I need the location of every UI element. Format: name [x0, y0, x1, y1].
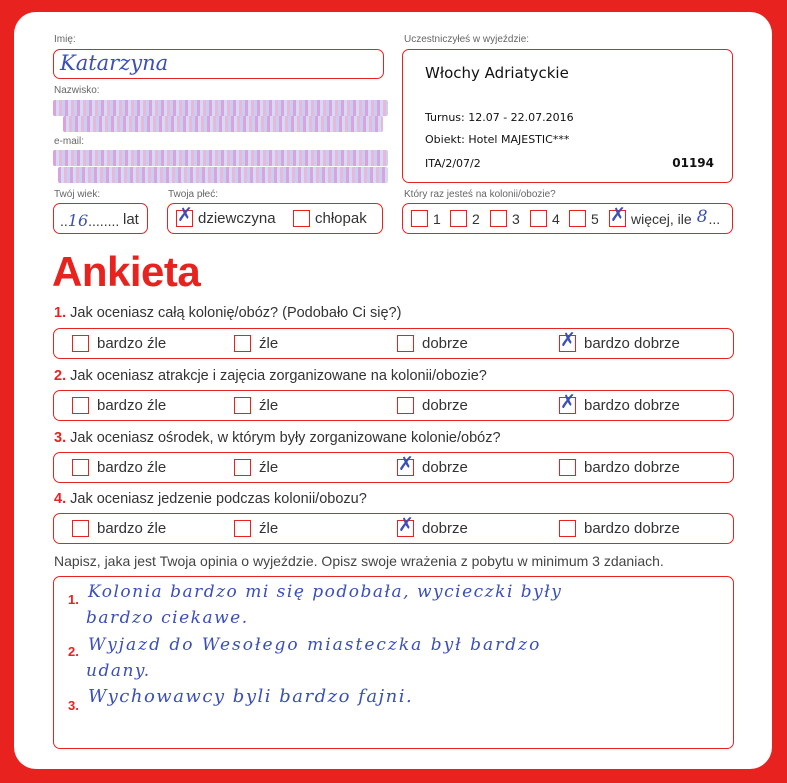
trip-number: 01194: [672, 156, 714, 170]
q1-zle[interactable]: źle: [234, 335, 278, 352]
trip-label: Uczestniczyłeś w wyjeździe:: [404, 34, 530, 45]
nazwisko-field-redacted: [53, 98, 388, 134]
wiek-unit: lat: [123, 211, 139, 228]
q3-bardzo-dobrze[interactable]: bardzo dobrze: [559, 459, 680, 476]
q2-dobrze[interactable]: dobrze: [397, 397, 468, 414]
page-title: Ankieta: [52, 248, 201, 295]
q4-dobrze[interactable]: ✗ dobrze: [398, 514, 468, 537]
q3-dobrze[interactable]: ✗ dobrze: [398, 453, 468, 476]
checkbox[interactable]: [293, 210, 310, 227]
ktory-option-1[interactable]: 1: [411, 210, 441, 227]
opinion-line-4: udany.: [86, 661, 151, 681]
q2-bardzo-zle[interactable]: bardzo źle: [72, 397, 166, 414]
wiek-value-line: ..16........: [60, 211, 120, 230]
question-4: 4. Jak oceniasz jedzenie podczas kolonii/obozu?: [54, 491, 367, 507]
wiek-label: Twój wiek:: [54, 189, 101, 200]
wiek-field[interactable]: [53, 203, 148, 234]
opinion-line-1: Kolonia bardzo mi się podobała, wycieczki były: [88, 582, 563, 602]
rating-row-2: [53, 390, 734, 421]
trip-box: [402, 49, 733, 183]
question-2: 2. Jak oceniasz atrakcje i zajęcia zorganizowane na kolonii/obozie?: [54, 368, 487, 384]
opinion-field[interactable]: [53, 576, 734, 749]
trip-code: ITA/2/07/2: [425, 157, 481, 170]
q4-zle[interactable]: źle: [234, 520, 278, 537]
ktory-more-value: 8: [696, 206, 708, 227]
plec-option-chlopak[interactable]: chłopak: [293, 210, 367, 227]
opinion-number-2: 2.: [68, 644, 79, 659]
rating-row-3: [53, 452, 734, 483]
q4-bardzo-zle[interactable]: bardzo źle: [72, 520, 166, 537]
imie-value: Katarzyna: [60, 51, 169, 75]
ktory-option-4[interactable]: 4: [530, 210, 560, 227]
email-label: e-mail:: [54, 136, 85, 147]
opinion-line-3: Wyjazd do Wesołego miasteczka był bardzo: [88, 635, 542, 655]
ktory-option-2[interactable]: 2: [450, 210, 480, 227]
q4-bardzo-dobrze[interactable]: bardzo dobrze: [559, 520, 680, 537]
opinion-line-5: Wychowawcy byli bardzo fajni.: [88, 686, 414, 707]
ktory-field: [402, 203, 733, 234]
q3-zle[interactable]: źle: [234, 459, 278, 476]
q1-bardzo-dobrze[interactable]: ✗ bardzo dobrze: [560, 329, 680, 352]
opinion-number-3: 3.: [68, 698, 79, 713]
ktory-option-3[interactable]: 3: [490, 210, 520, 227]
q3-bardzo-zle[interactable]: bardzo źle: [72, 459, 166, 476]
wiek-value: 16: [67, 211, 89, 230]
rating-row-4: [53, 513, 734, 544]
opinion-line-2: bardzo ciekawe.: [86, 608, 249, 628]
plec-field: [167, 203, 383, 234]
ktory-label: Który raz jesteś na kolonii/obozie?: [404, 189, 556, 200]
ktory-option-wiecej[interactable]: ✗ więcej, ile 8 ...: [610, 204, 721, 227]
plec-label: Twoja płeć:: [168, 189, 219, 200]
opinion-number-1: 1.: [68, 592, 79, 607]
checkbox[interactable]: ✗: [177, 204, 193, 226]
ktory-option-5[interactable]: 5: [569, 210, 599, 227]
obiekt: Obiekt: Hotel MAJESTIC***: [425, 133, 570, 146]
email-field-redacted: [53, 148, 388, 186]
question-1: 1. Jak oceniasz całą kolonię/obóz? (Podobało Ci się?): [54, 305, 402, 321]
trip-name: Włochy Adriatyckie: [425, 64, 569, 82]
q1-dobrze[interactable]: dobrze: [397, 335, 468, 352]
q1-bardzo-zle[interactable]: bardzo źle: [72, 335, 166, 352]
plec-option-dziewczyna[interactable]: ✗ dziewczyna: [177, 204, 276, 227]
q2-bardzo-dobrze[interactable]: ✗ bardzo dobrze: [560, 391, 680, 414]
opinion-prompt: Napisz, jaka jest Twoja opinia o wyjeździe. Opisz swoje wrażenia z pobytu w minimum 3 zdaniach.: [54, 553, 664, 569]
rating-row-1: [53, 328, 734, 359]
imie-field[interactable]: [53, 49, 384, 79]
nazwisko-label: Nazwisko:: [54, 85, 100, 96]
turnus: Turnus: 12.07 - 22.07.2016: [425, 111, 574, 124]
imie-label: Imię:: [54, 34, 76, 45]
q2-zle[interactable]: źle: [234, 397, 278, 414]
question-3: 3. Jak oceniasz ośrodek, w którym były zorganizowane kolonie/obóz?: [54, 430, 501, 446]
